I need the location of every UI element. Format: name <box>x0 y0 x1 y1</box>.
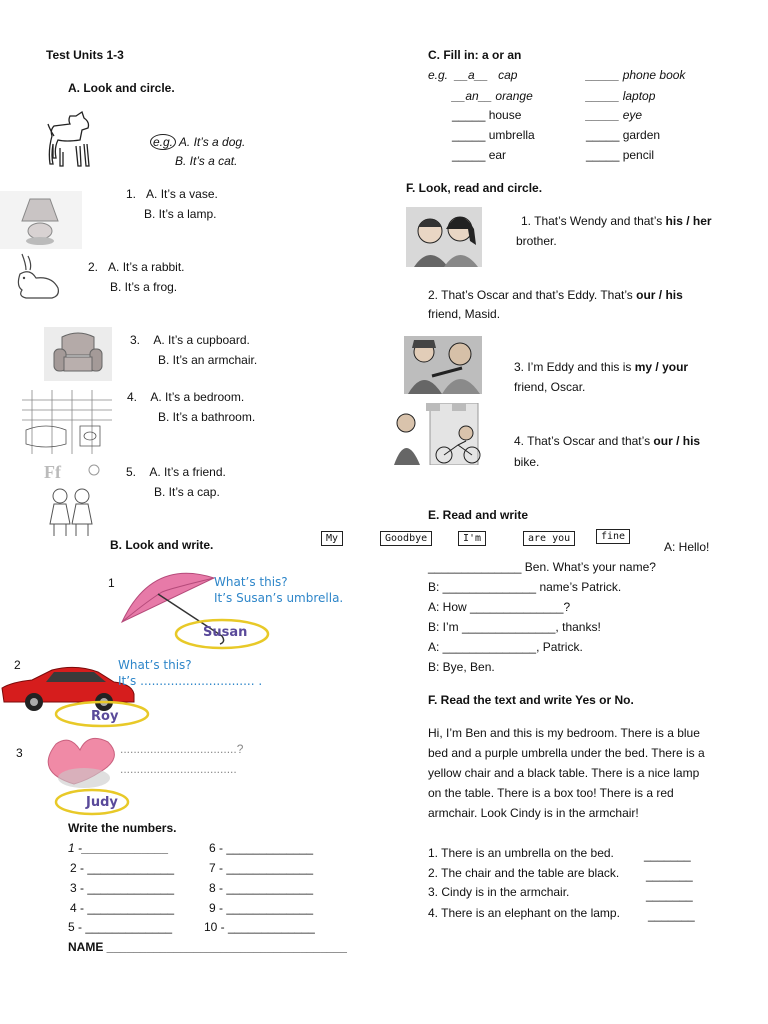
dialog-line-1: A: Hello! <box>664 540 710 554</box>
f1-item-3-line-2: friend, Oscar. <box>514 380 586 394</box>
number-line-10[interactable]: 10 - _____________ <box>204 920 315 934</box>
item-1-b: B. It’s a lamp. <box>144 207 217 221</box>
answer-blank-1[interactable]: _______ <box>644 848 691 862</box>
f1-item-4-line-2: bike. <box>514 455 540 469</box>
reading-text-line-2: bed and a purple umbrella under the bed. There is a <box>428 746 705 760</box>
bathroom-picture <box>22 390 112 454</box>
reading-text-line-1: Hi, I’m Ben and this is my bedroom. There is a blue <box>428 726 700 740</box>
c-item-house[interactable]: _____ house <box>452 108 522 122</box>
example-line-a: e.g. A. It’s a dog. <box>150 134 245 150</box>
number-line-5[interactable]: 5 - _____________ <box>68 920 173 934</box>
wendy-brother-picture <box>406 207 482 267</box>
f1-item-1-line-1: 1. That’s Wendy and that’s his / her <box>521 214 712 228</box>
rabbit-picture <box>8 252 64 302</box>
f1-item-2-line-2: friend, Masid. <box>428 307 501 321</box>
c-example-1: e.g. __a__ cap <box>428 68 518 82</box>
item-3-b: B. It’s an armchair. <box>158 353 258 367</box>
item-1-a: 1. A. It’s a vase. <box>126 187 218 201</box>
f1-item-2-line-1: 2. That’s Oscar and that’s Eddy. That’s our / his <box>428 288 683 302</box>
number-line-1[interactable]: 1 -_____________ <box>68 841 169 855</box>
f1-item-4-line-1: 4. That’s Oscar and that’s our / his <box>514 434 701 448</box>
answer-blank-2[interactable]: _______ <box>646 868 693 882</box>
section-a-heading: A. Look and circle. <box>68 81 175 95</box>
example-circle: e.g. <box>150 134 176 150</box>
question-4: 4. There is an elephant on the lamp. <box>428 906 620 920</box>
word-box-my: My <box>321 531 343 546</box>
section-f2-heading: F. Read the text and write Yes or No. <box>428 693 634 707</box>
f1-item-1-choice[interactable]: his / her <box>665 214 712 228</box>
b-item-2-name: Roy <box>91 709 119 724</box>
word-box-goodbye: Goodbye <box>380 531 432 546</box>
c-example-2: __an__ orange <box>452 89 533 103</box>
oscar-bike-picture <box>392 403 484 465</box>
c-item-phone-book[interactable]: _____ phone book <box>586 68 686 82</box>
number-line-7[interactable]: 7 - _____________ <box>209 861 314 875</box>
item-4-b: B. It’s a bathroom. <box>158 410 256 424</box>
number-line-8[interactable]: 8 - _____________ <box>209 881 314 895</box>
item-5-a: 5. A. It’s a friend. <box>126 465 226 479</box>
question-1: 1. There is an umbrella on the bed. <box>428 846 614 860</box>
eddy-oscar-picture <box>404 336 482 394</box>
dialog-line-7: B: Bye, Ben. <box>428 660 495 674</box>
b-item-3-question: ...................................? <box>120 742 244 756</box>
b-item-2-question: What’s this? <box>118 658 192 672</box>
svg-text:Ff: Ff <box>44 462 61 482</box>
item-2-b: B. It’s a frog. <box>110 280 178 294</box>
friends-picture <box>42 460 102 540</box>
car-picture <box>0 662 160 734</box>
c-item-ear[interactable]: _____ ear <box>452 148 507 162</box>
number-line-4[interactable]: 4 - _____________ <box>70 901 175 915</box>
item-3-a: 3. A. It’s a cupboard. <box>130 333 250 347</box>
c-item-pencil[interactable]: _____ pencil <box>586 148 655 162</box>
f1-item-3-choice[interactable]: my / your <box>634 360 689 374</box>
b-item-1-answer: It’s Susan’s umbrella. <box>214 591 344 605</box>
section-e-heading: E. Read and write <box>428 508 529 522</box>
reading-text-line-5: armchair. Look Cindy is in the armchair! <box>428 806 639 820</box>
c-item-garden[interactable]: _____ garden <box>586 128 661 142</box>
number-line-9[interactable]: 9 - _____________ <box>209 901 314 915</box>
example-line-b: B. It’s a cat. <box>175 154 238 168</box>
lamp-picture <box>0 191 82 249</box>
armchair-picture <box>44 327 112 381</box>
dialog-line-4[interactable]: A: How ______________? <box>428 600 571 614</box>
section-c-heading: C. Fill in: a or an <box>428 48 522 62</box>
b-item-3-number: 3 <box>16 746 23 760</box>
answer-blank-4[interactable]: _______ <box>648 908 695 922</box>
name-line[interactable]: NAME ____________________________________ <box>68 940 347 954</box>
item-2-a: 2. A. It’s a rabbit. <box>88 260 185 274</box>
b-item-2-answer: It’s .............................. . <box>118 674 263 688</box>
number-line-6[interactable]: 6 - _____________ <box>209 841 314 855</box>
word-box-fine: fine <box>596 529 630 544</box>
section-f1-heading: F. Look, read and circle. <box>406 181 543 195</box>
number-line-2[interactable]: 2 - _____________ <box>70 861 175 875</box>
numbers-heading: Write the numbers. <box>68 821 177 835</box>
page-title: Test Units 1-3 <box>46 48 124 62</box>
reading-text-line-4: on the table. There is a box too! There is a red <box>428 786 674 800</box>
b-item-1-question: What’s this? <box>214 575 288 589</box>
f1-item-3-line-1: 3. I’m Eddy and this is my / your <box>514 360 689 374</box>
word-box-im: I'm <box>458 531 486 546</box>
question-2: 2. The chair and the table are black. <box>428 866 620 880</box>
b-item-3-name: Judy <box>86 795 118 810</box>
b-item-1-number: 1 <box>108 576 115 590</box>
number-line-3[interactable]: 3 - _____________ <box>70 881 175 895</box>
b-item-2-number: 2 <box>14 658 21 672</box>
dialog-line-6[interactable]: A: ______________, Patrick. <box>428 640 583 654</box>
answer-blank-3[interactable]: _______ <box>646 888 693 902</box>
f1-item-2-choice[interactable]: our / his <box>636 288 683 302</box>
item-4-a: 4. A. It’s a bedroom. <box>127 390 245 404</box>
dialog-line-5[interactable]: B: I’m ______________, thanks! <box>428 620 601 634</box>
f1-item-1-line-2: brother. <box>516 234 557 248</box>
question-3: 3. Cindy is in the armchair. <box>428 885 570 899</box>
c-item-umbrella[interactable]: _____ umbrella <box>452 128 535 142</box>
b-item-3-answer: ................................... <box>120 762 237 776</box>
word-box-are-you: are you <box>523 531 575 546</box>
item-5-b: B. It’s a cap. <box>154 485 220 499</box>
dog-picture <box>46 110 98 174</box>
b-item-1-name: Susan <box>203 625 248 640</box>
f1-item-4-choice[interactable]: our / his <box>653 434 701 448</box>
section-b-heading: B. Look and write. <box>110 538 214 552</box>
dialog-line-3[interactable]: B: ______________ name’s Patrick. <box>428 580 622 594</box>
dialog-line-2[interactable]: ______________ Ben. What’s your name? <box>428 560 656 574</box>
c-item-eye[interactable]: _____ eye <box>586 108 643 122</box>
c-item-laptop[interactable]: _____ laptop <box>586 89 656 103</box>
reading-text-line-3: yellow chair and a black table. There is a nice lamp <box>428 766 700 780</box>
